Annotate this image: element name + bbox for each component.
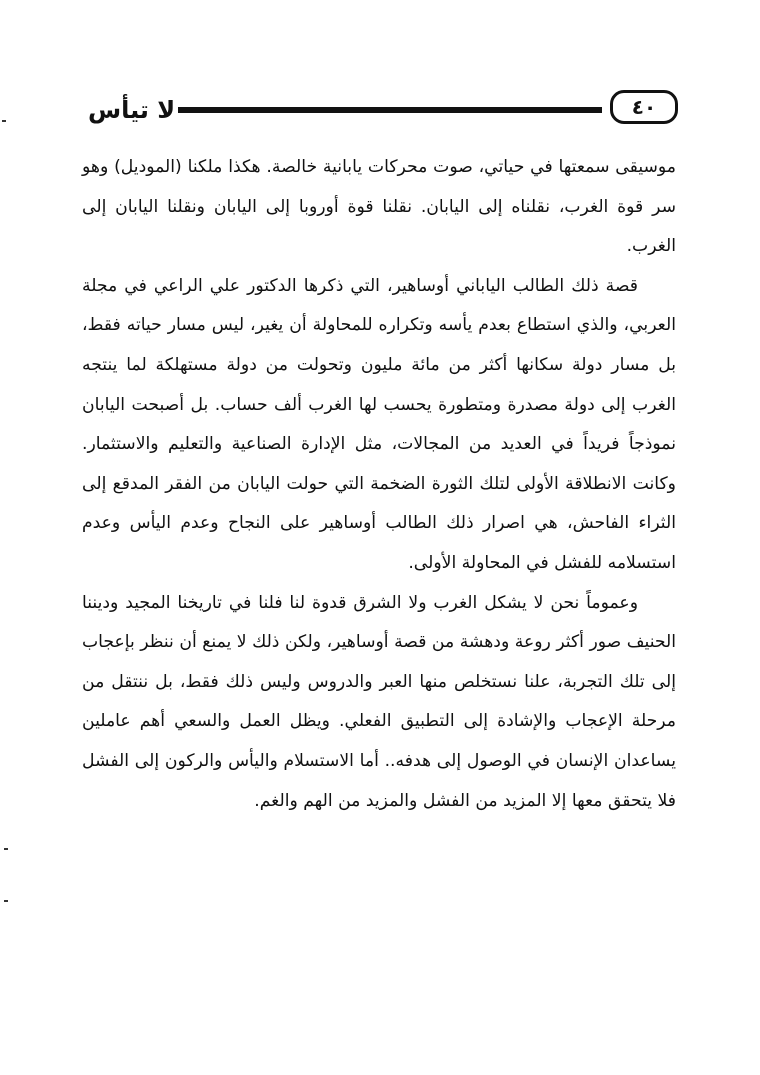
paragraph-continuation: موسيقى سمعتها في حياتي، صوت محركات يابانية خالصة. هكذا ملكنا (الموديل) وهو سر قوة الغرب، نقلناه إلى اليابان. نقلنا قوة أوروبا إلى اليابان ونقلنا اليابان إلى الغرب. (82, 157, 676, 257)
margin-mark (4, 848, 8, 850)
margin-mark (4, 900, 8, 902)
paragraph: قصة ذلك الطالب الياباني أوساهير، التي ذكرها الدكتور علي الراعي في مجلة العربي، والذي استطاع بعدم يأسه وتكراره للمحاولة أن يغير، ليس مسار حياته فقط، بل مسار دولة سكانها أكثر من مائة مليون وتحولت من دولة مستهلكة لما ينتجه الغرب إلى دولة مصدرة ومتطورة يحسب لها الغرب ألف حساب. بل أصبحت اليابان نموذجاً فريداً في العديد من المجالات، مثل الإدارة الصناعية والتعليم والاستثمار. وكانت الانطلاقة الأولى لتلك الثورة الضخمة التي حولت اليابان من الفقر المدقع إلى الثراء الفاحش، هي اصرار ذلك الطالب أوساهير على النجاح وعدم اليأس وعدم استسلامه للفشل في المحاولة الأولى. (82, 275, 676, 573)
body-text (82, 148, 676, 821)
paragraph: وعموماً نحن لا يشكل الغرب ولا الشرق قدوة لنا فلنا في تاريخنا المجيد وديننا الحنيف صور أكثر روعة ودهشة من قصة أوساهير، ولكن ذلك لا يمنع أن ننظر بإعجاب إلى تلك التجربة، علنا نستخلص منها العبر والدروس وليس ذلك فقط، بل ننتقل من مرحلة الإعجاب والإشادة إلى التطبيق الفعلي. ويظل العمل والسعي أهم عاملين يساعدان الإنسان في الوصول إلى هدفه.. أما الاستسلام واليأس والركون إلى الفشل فلا يتحقق معها إلا المزيد من الفشل والمزيد من الهم والغم. (82, 592, 676, 811)
running-title: لا تيأس (88, 96, 176, 124)
page-number: ٤٠ (610, 90, 678, 124)
header-rule (178, 107, 602, 113)
page-header (88, 90, 678, 130)
margin-mark (2, 120, 6, 122)
